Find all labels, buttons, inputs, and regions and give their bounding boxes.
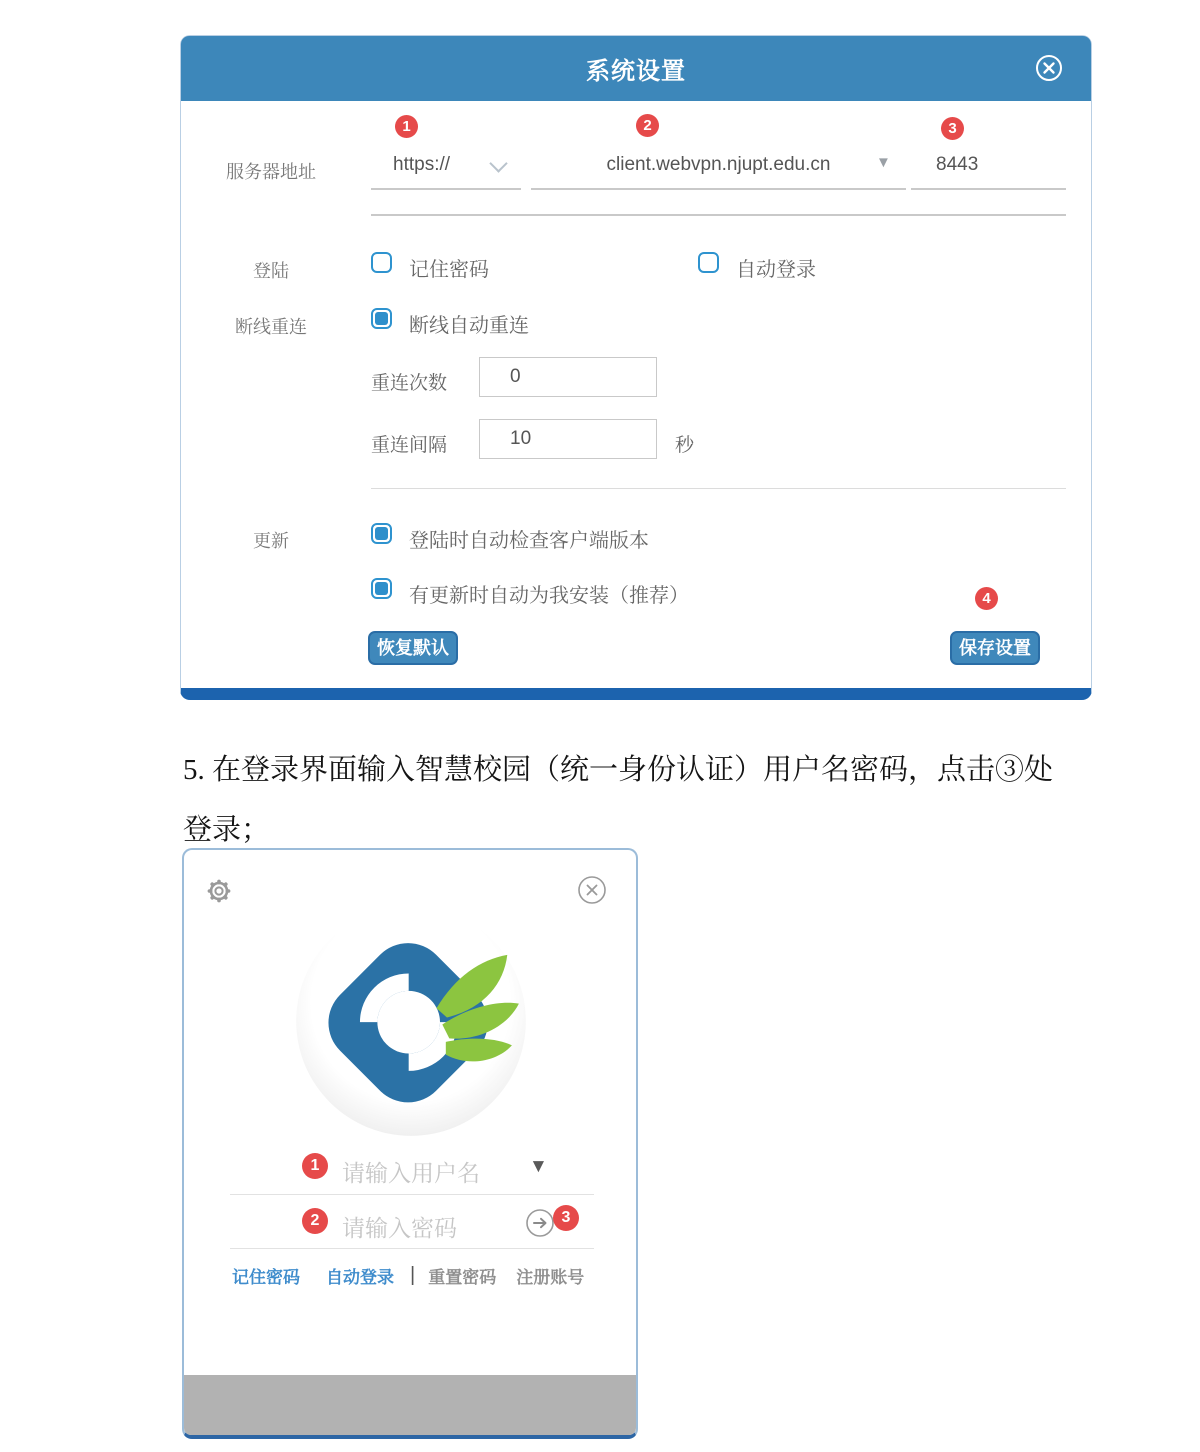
reconnect-section-label: 断线重连 [235, 317, 307, 337]
auto-install-checkbox[interactable] [371, 578, 392, 599]
username-dropdown-triangle-icon[interactable]: ▼ [529, 1156, 548, 1177]
instruction-line-2: 登录； [183, 814, 271, 846]
links-divider: | [410, 1264, 416, 1286]
remember-password-link[interactable]: 记住密码 [232, 1268, 300, 1287]
section-divider [371, 488, 1066, 489]
step-badge-2: 2 [302, 1208, 328, 1234]
retry-interval-label: 重连间隔 [371, 435, 448, 456]
server-row-underline [371, 214, 1066, 216]
step-badge-1: 1 [395, 115, 418, 138]
auto-login-label: 自动登录 [736, 259, 816, 281]
password-underline [230, 1248, 594, 1249]
username-underline [230, 1194, 594, 1195]
retry-count-input[interactable] [479, 357, 657, 397]
check-version-label: 登陆时自动检查客户端版本 [409, 530, 649, 552]
retry-count-value: 0 [510, 366, 521, 387]
login-links-row [232, 1263, 584, 1288]
login-dialog-footer [184, 1375, 636, 1435]
retry-interval-input[interactable] [479, 419, 657, 459]
step-badge-3: 3 [553, 1205, 579, 1231]
system-settings-dialog [180, 35, 1092, 700]
gear-icon[interactable] [202, 874, 236, 908]
login-dialog [182, 848, 638, 1439]
reset-password-link[interactable]: 重置密码 [428, 1268, 497, 1287]
remember-password-checkbox[interactable] [371, 252, 392, 273]
remember-password-label: 记住密码 [409, 259, 489, 281]
update-section-label: 更新 [253, 531, 289, 551]
protocol-select[interactable] [371, 144, 521, 190]
step-badge-1: 1 [302, 1153, 328, 1179]
auto-login-checkbox[interactable] [698, 252, 719, 273]
retry-interval-unit: 秒 [675, 435, 695, 456]
step-badge-3: 3 [941, 117, 964, 140]
settings-title: 系统设置 [586, 58, 686, 85]
auto-install-label: 有更新时自动为我安装（推荐） [409, 585, 689, 607]
retry-count-label: 重连次数 [371, 373, 448, 394]
server-host-input[interactable] [531, 144, 906, 190]
host-dropdown-triangle-icon[interactable]: ▼ [876, 154, 891, 171]
close-icon[interactable] [576, 874, 608, 906]
save-settings-button[interactable]: 保存设置 [950, 631, 1040, 665]
username-input[interactable] [224, 1148, 600, 1192]
restore-defaults-button[interactable]: 恢复默认 [368, 631, 458, 665]
login-section-label: 登陆 [253, 261, 289, 281]
auto-reconnect-label: 断线自动重连 [409, 315, 529, 337]
instruction-line-1: 5. 在登录界面输入智慧校园（统一身份认证）用户名密码，点击③处 [183, 754, 1054, 786]
auto-login-link[interactable]: 自动登录 [326, 1268, 394, 1287]
step-badge-2: 2 [636, 114, 659, 137]
server-host-value: client.webvpn.njupt.edu.cn [606, 154, 831, 175]
retry-interval-value: 10 [510, 428, 532, 449]
server-port-input[interactable] [911, 144, 1066, 190]
username-placeholder: 请输入用户名 [342, 1160, 480, 1186]
check-version-checkbox[interactable] [371, 523, 392, 544]
login-submit-arrow-icon[interactable] [525, 1208, 555, 1238]
register-account-link[interactable]: 注册账号 [516, 1268, 585, 1287]
app-logo [295, 905, 527, 1137]
chevron-down-icon [489, 154, 507, 172]
password-placeholder: 请输入密码 [342, 1215, 457, 1241]
step-badge-4: 4 [975, 587, 998, 610]
protocol-value: https:// [393, 154, 451, 175]
auto-reconnect-checkbox[interactable] [371, 308, 392, 329]
password-input[interactable] [224, 1203, 600, 1247]
server-port-value: 8443 [936, 154, 979, 175]
close-icon[interactable] [1033, 52, 1065, 84]
server-address-label: 服务器地址 [226, 162, 316, 182]
settings-titlebar [181, 36, 1091, 101]
